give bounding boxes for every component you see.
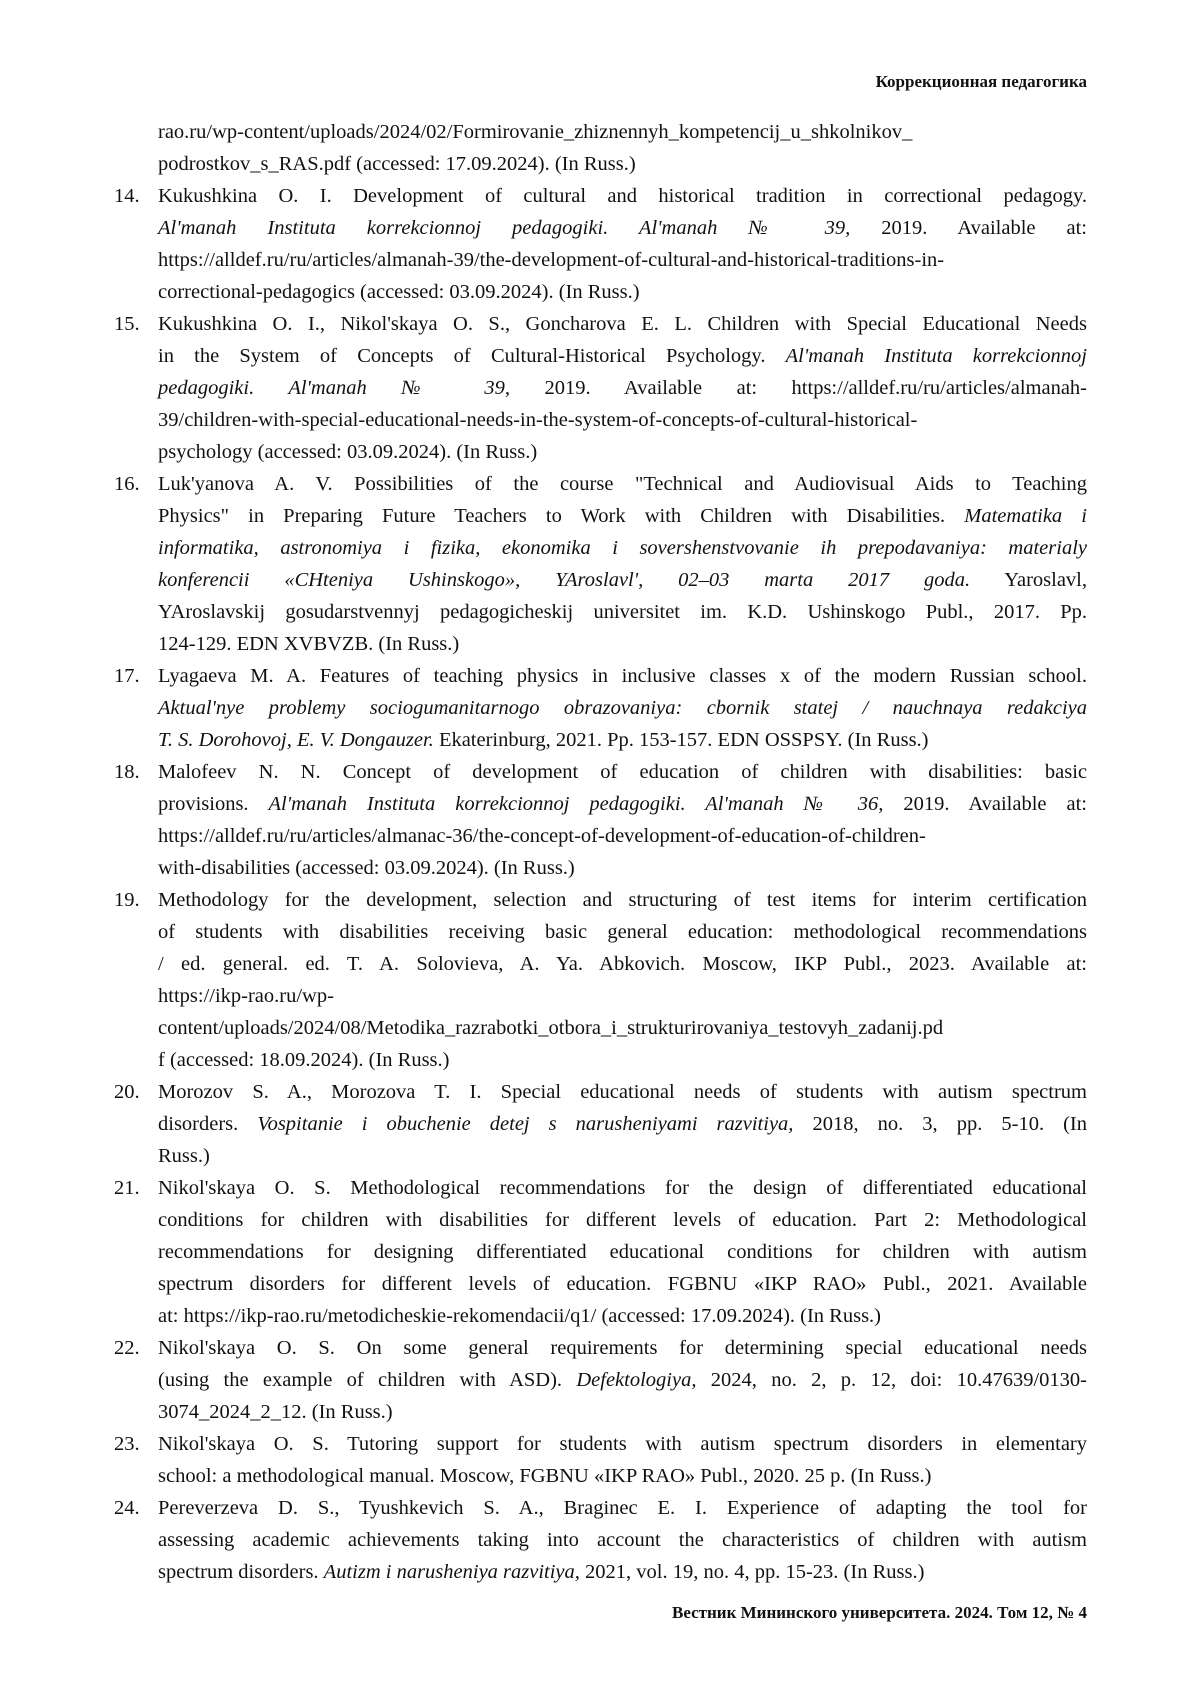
reference-line <box>158 788 1087 820</box>
reference-line <box>158 468 1087 500</box>
reference-text: 2019. Available at: <box>850 217 1087 239</box>
reference-text: YAroslavskij gosudarstvennyj pedagogicheskij universitet im. K.D. Ushinskogo Publ., 2017. Pp. <box>158 601 1087 623</box>
reference-text: Morozov S. A., Morozova T. I. Special educational needs of students with autism spectrum <box>158 1081 1087 1103</box>
reference-entry <box>0 116 1200 180</box>
reference-line <box>158 1140 1087 1172</box>
reference-text: Luk'yanova A. V. Possibilities of the course "Technical and Audiovisual Aids to Teaching <box>158 473 1087 495</box>
reference-line <box>158 916 1087 948</box>
running-header-section: Коррекционная педагогика <box>876 72 1087 92</box>
reference-text: spectrum disorders. <box>158 1561 324 1583</box>
reference-line <box>158 596 1087 628</box>
reference-line <box>158 436 1087 468</box>
reference-number: 23. <box>114 1428 140 1460</box>
reference-number: 21. <box>114 1172 140 1204</box>
reference-line <box>158 1300 1087 1332</box>
reference-line <box>158 628 1087 660</box>
reference-text: 2024, no. 2, p. 12, doi: 10.47639/0130- <box>696 1369 1087 1391</box>
reference-entry <box>0 1492 1200 1588</box>
reference-text: Lyagaeva M. A. Features of teaching physics in inclusive classes x of the modern Russian school. <box>158 665 1087 687</box>
reference-line <box>158 1268 1087 1300</box>
reference-line <box>158 276 1087 308</box>
reference-line <box>158 1364 1087 1396</box>
reference-text: Yaroslavl, <box>970 569 1087 591</box>
reference-line <box>158 724 1087 756</box>
reference-source-italic: Defektologiya, <box>576 1369 696 1391</box>
reference-number: 22. <box>114 1332 140 1364</box>
reference-line <box>158 564 1087 596</box>
reference-text: Russ.) <box>158 1145 210 1167</box>
reference-line <box>158 500 1087 532</box>
reference-text: Nikol'skaya O. S. On some general requirements for determining special educational needs <box>158 1337 1087 1359</box>
reference-line <box>158 1492 1087 1524</box>
reference-text: assessing academic achievements taking into account the characteristics of children with autism <box>158 1529 1087 1551</box>
reference-entry <box>0 308 1200 468</box>
reference-text: 39/children-with-special-educational-needs-in-the-system-of-concepts-of-cultural-historical- <box>158 409 917 431</box>
reference-text: at: https://ikp-rao.ru/metodicheskie-rekomendacii/q1/ (accessed: 17.09.2024). (In Russ.) <box>158 1305 881 1327</box>
reference-text: 3074_2024_2_12. (In Russ.) <box>158 1401 393 1423</box>
reference-text: Malofeev N. N. Concept of development of education of children with disabilities: basic <box>158 761 1087 783</box>
reference-line <box>158 692 1087 724</box>
reference-line <box>158 1012 1087 1044</box>
reference-text: podrostkov_s_RAS.pdf (accessed: 17.09.2024). (In Russ.) <box>158 153 636 175</box>
reference-source-italic: pedagogiki. Al'manah № 39, <box>158 377 510 399</box>
reference-text: psychology (accessed: 03.09.2024). (In Russ.) <box>158 441 537 463</box>
reference-line <box>158 1396 1087 1428</box>
reference-line <box>158 340 1087 372</box>
reference-line <box>158 116 1087 148</box>
reference-text: Physics" in Preparing Future Teachers to Work with Children with Disabilities. <box>158 505 964 527</box>
reference-source-italic: Al'manah Instituta korrekcionnoj <box>786 345 1087 367</box>
reference-text: Ekaterinburg, 2021. Pp. 153-157. EDN OSSPSY. (In Russ.) <box>434 729 929 751</box>
reference-number: 19. <box>114 884 140 916</box>
reference-line <box>158 820 1087 852</box>
reference-line <box>158 1044 1087 1076</box>
reference-text: 2021, vol. 19, no. 4, pp. 15-23. (In Russ.) <box>580 1561 925 1583</box>
reference-line <box>158 180 1087 212</box>
running-footer-journal: Вестник Мининского университета. 2024. Том 12, № 4 <box>672 1603 1087 1623</box>
reference-number: 24. <box>114 1492 140 1524</box>
reference-line <box>158 372 1087 404</box>
reference-line <box>158 756 1087 788</box>
reference-source-italic: T. S. Dorohovoj, E. V. Dongauzer. <box>158 729 434 751</box>
reference-text: school: a methodological manual. Moscow, FGBNU «IKP RAO» Publ., 2020. 25 p. (In Russ.) <box>158 1465 931 1487</box>
reference-text: disorders. <box>158 1113 257 1135</box>
reference-text: Nikol'skaya O. S. Tutoring support for students with autism spectrum disorders in elementary <box>158 1433 1087 1455</box>
reference-line <box>158 852 1087 884</box>
reference-line <box>158 660 1087 692</box>
reference-line <box>158 1172 1087 1204</box>
reference-line <box>158 1076 1087 1108</box>
reference-text: Kukushkina O. I. Development of cultural and historical tradition in correctional pedagogy. <box>158 185 1087 207</box>
reference-line <box>158 308 1087 340</box>
reference-list <box>0 116 1200 1588</box>
reference-text: Methodology for the development, selection and structuring of test items for interim certification <box>158 889 1087 911</box>
reference-text: rao.ru/wp-content/uploads/2024/02/Formirovanie_zhiznennyh_kompetencij_u_shkolnikov_ <box>158 121 912 143</box>
reference-text: f (accessed: 18.09.2024). (In Russ.) <box>158 1049 449 1071</box>
reference-text: Nikol'skaya O. S. Methodological recommendations for the design of differentiated educational <box>158 1177 1087 1199</box>
reference-entry <box>0 1076 1200 1172</box>
reference-entry <box>0 1428 1200 1492</box>
reference-source-italic: konferencii «CHteniya Ushinskogo», YAroslavl', 02–03 marta 2017 goda. <box>158 569 970 591</box>
reference-number: 17. <box>114 660 140 692</box>
reference-line <box>158 1204 1087 1236</box>
reference-text: with-disabilities (accessed: 03.09.2024). (In Russ.) <box>158 857 575 879</box>
reference-text: https://alldef.ru/ru/articles/almanac-36/the-concept-of-development-of-education-of-children- <box>158 825 926 847</box>
reference-text: 2019. Available at: https://alldef.ru/ru/articles/almanah- <box>510 377 1087 399</box>
reference-text: 2018, no. 3, pp. 5-10. (In <box>793 1113 1087 1135</box>
reference-number: 18. <box>114 756 140 788</box>
reference-text: correctional-pedagogics (accessed: 03.09.2024). (In Russ.) <box>158 281 640 303</box>
reference-entry <box>0 180 1200 308</box>
reference-source-italic: Al'manah Instituta korrekcionnoj pedagogiki. Al'manah № 36, <box>269 793 884 815</box>
reference-source-italic: Al'manah Instituta korrekcionnoj pedagogiki. Al'manah № 39, <box>158 217 850 239</box>
reference-line <box>158 1332 1087 1364</box>
reference-source-italic: Vospitanie i obuchenie detej s narusheniyami razvitiya, <box>257 1113 793 1135</box>
reference-entry <box>0 756 1200 884</box>
reference-text: https://alldef.ru/ru/articles/almanah-39/the-development-of-cultural-and-historical-traditions-in- <box>158 249 944 271</box>
reference-entry <box>0 468 1200 660</box>
reference-text: provisions. <box>158 793 269 815</box>
reference-line <box>158 1428 1087 1460</box>
reference-text: in the System of Concepts of Cultural-Historical Psychology. <box>158 345 786 367</box>
reference-text: Pereverzeva D. S., Tyushkevich S. A., Braginec E. I. Experience of adapting the tool for <box>158 1497 1087 1519</box>
reference-line <box>158 212 1087 244</box>
reference-entry <box>0 1172 1200 1332</box>
reference-text: conditions for children with disabilities for different levels of education. Part 2: Methodological <box>158 1209 1087 1231</box>
reference-line <box>158 980 1087 1012</box>
reference-line <box>158 148 1087 180</box>
reference-text: 124-129. EDN XVBVZB. (In Russ.) <box>158 633 459 655</box>
reference-source-italic: Autizm i narusheniya razvitiya, <box>324 1561 580 1583</box>
reference-text: https://ikp-rao.ru/wp- <box>158 985 334 1007</box>
reference-line <box>158 884 1087 916</box>
reference-line <box>158 244 1087 276</box>
reference-text: (using the example of children with ASD). <box>158 1369 576 1391</box>
reference-line <box>158 1236 1087 1268</box>
reference-source-italic: Aktual'nye problemy sociogumanitarnogo obrazovaniya: cbornik statej / nauchnaya redakciya <box>158 697 1087 719</box>
reference-number: 14. <box>114 180 140 212</box>
reference-text: of students with disabilities receiving basic general education: methodological recommendations <box>158 921 1087 943</box>
reference-line <box>158 1108 1087 1140</box>
reference-number: 16. <box>114 468 140 500</box>
reference-entry <box>0 660 1200 756</box>
reference-text: / ed. general. ed. T. A. Solovieva, A. Ya. Abkovich. Moscow, IKP Publ., 2023. Available at: <box>158 953 1087 975</box>
reference-text: recommendations for designing differentiated educational conditions for children with autism <box>158 1241 1087 1263</box>
reference-number: 15. <box>114 308 140 340</box>
reference-line <box>158 1556 1087 1588</box>
reference-line <box>158 1460 1087 1492</box>
reference-source-italic: Matematika i <box>964 505 1087 527</box>
reference-number: 20. <box>114 1076 140 1108</box>
reference-text: content/uploads/2024/08/Metodika_razrabotki_otbora_i_strukturirovaniya_testovyh_zadanij.pd <box>158 1017 943 1039</box>
reference-text: spectrum disorders for different levels of education. FGBNU «IKP RAO» Publ., 2021. Available <box>158 1273 1087 1295</box>
reference-text: 2019. Available at: <box>883 793 1087 815</box>
reference-text: Kukushkina O. I., Nikol'skaya O. S., Goncharova E. L. Children with Special Educational Needs <box>158 313 1087 335</box>
reference-line <box>158 1524 1087 1556</box>
reference-line <box>158 948 1087 980</box>
reference-entry <box>0 1332 1200 1428</box>
reference-entry <box>0 884 1200 1076</box>
reference-line <box>158 404 1087 436</box>
reference-line <box>158 532 1087 564</box>
reference-source-italic: informatika, astronomiya i fizika, ekonomika i sovershenstvovanie ih prepodavaniya: materialy <box>158 537 1087 559</box>
